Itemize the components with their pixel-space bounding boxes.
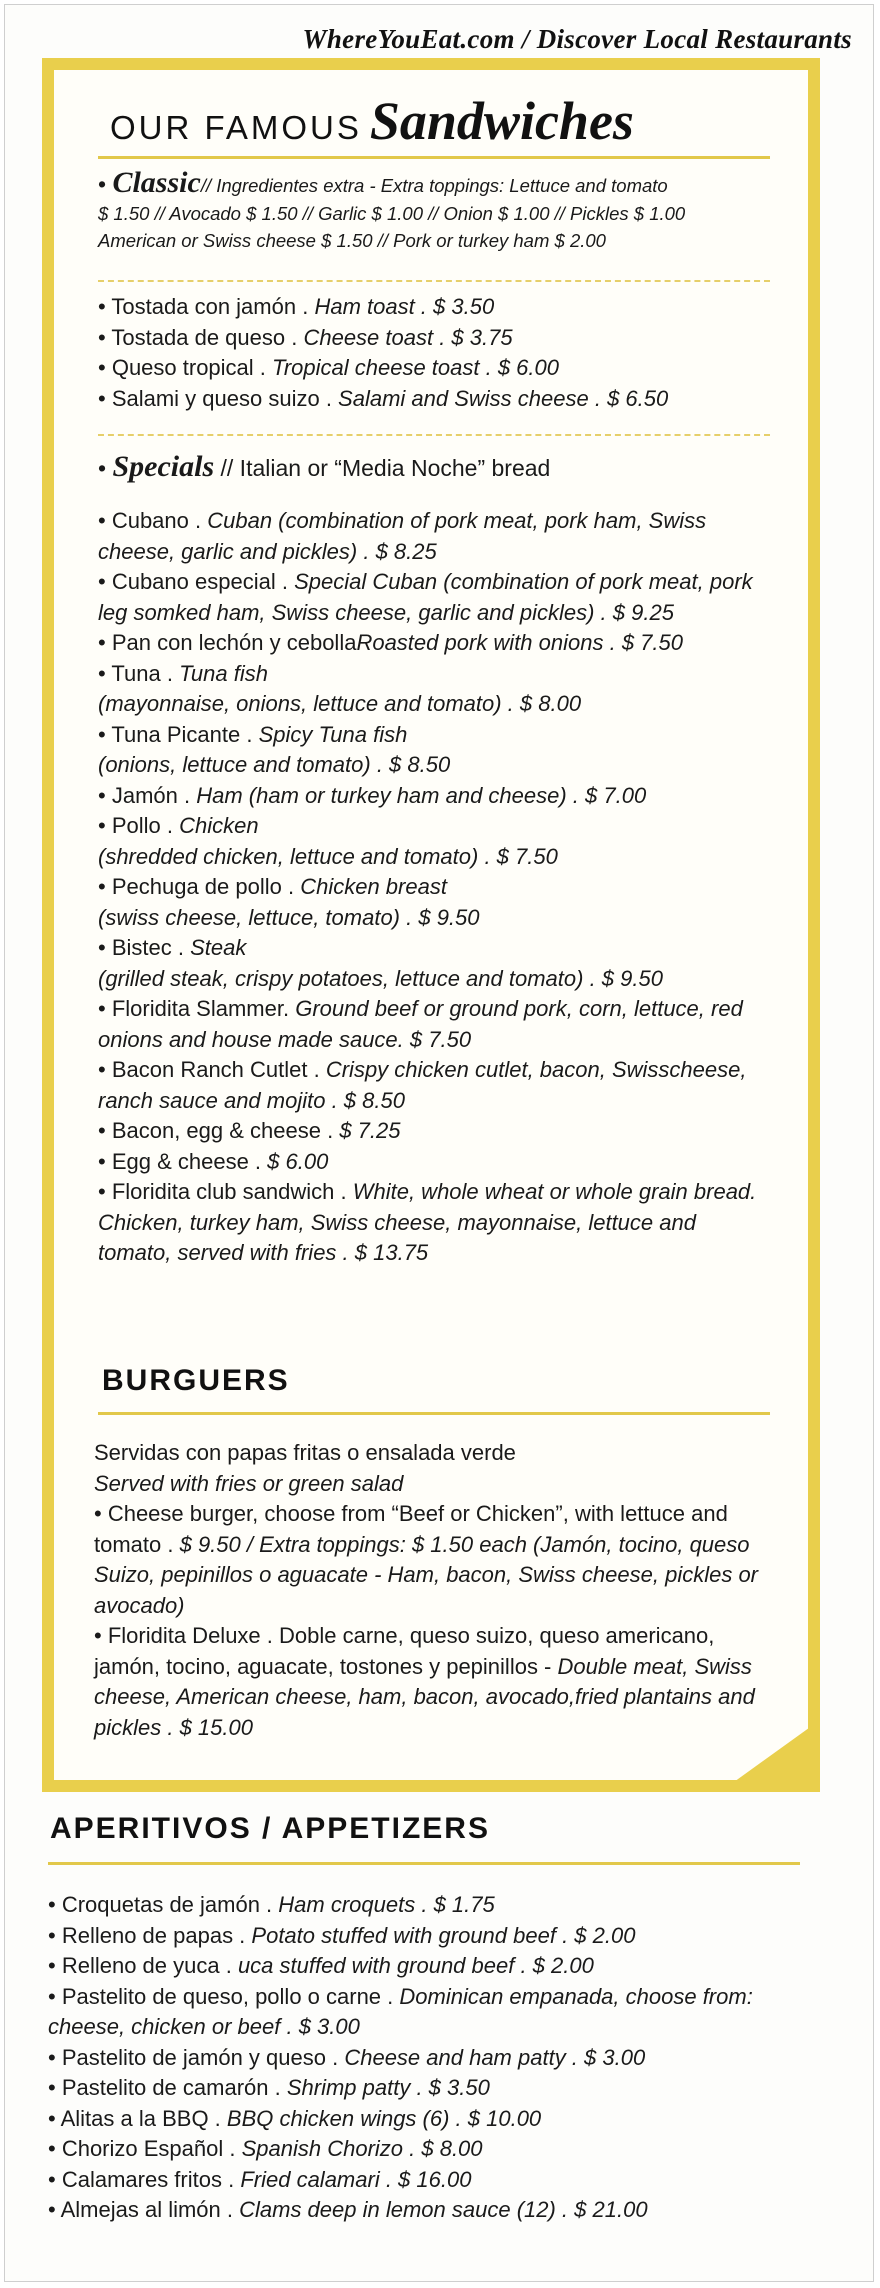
- item-description: (shredded chicken, lettuce and tomato) . $ 7.50: [98, 843, 558, 869]
- classic-section: • Classic// Ingredientes extra - Extra toppings: Lettuce and tomato $ 1.50 // Avocado $ 1.50 // Garlic $ 1.00 // Onion $ 1.00 // Pickles $ 1.00 American or Swiss cheese $ 1.50 // Pork or turkey ham $ 2.00: [98, 168, 788, 254]
- menu-item: [98, 842, 768, 873]
- item-description: Ham croquets . $ 1.75: [272, 1892, 495, 1917]
- item-name: Alitas a la BBQ .: [60, 2105, 221, 2131]
- item-description: (mayonnaise, onions, lettuce and tomato) . $ 8.00: [98, 691, 582, 716]
- item-description: $ 7.25: [333, 1118, 401, 1143]
- classic-note-2: $ 1.50 // Avocado $ 1.50 // Garlic $ 1.00 // Onion $ 1.00 // Pickles $ 1.00: [98, 202, 686, 224]
- classic-note-1: // Ingredientes extra - Extra toppings: Lettuce and tomato: [200, 175, 668, 196]
- item-name: Tostada de queso .: [111, 324, 298, 350]
- item-description: BBQ chicken wings (6) . $ 10.00: [220, 2105, 542, 2131]
- burgers-section: [94, 1438, 774, 1743]
- item-description: Shrimp patty . $ 3.50: [280, 2075, 490, 2100]
- item-description: White, whole wheat or whole grain bread. Chicken, turkey ham, Swiss cheese, mayonnaise, lettuce and tomato, served with fries . $ 13.75: [98, 1179, 757, 1265]
- item-name: Chorizo Español .: [61, 2136, 236, 2161]
- sandwiches-title: [110, 90, 634, 152]
- item-description: $ 9.50 / Extra toppings: $ 1.50 each (Jamón, tocino, queso Suizo, pepinillos o aguacate - Ham, bacon, Swiss cheese, pickles or avocado): [94, 1531, 759, 1618]
- item-description: $ 6.00: [261, 1148, 329, 1174]
- burgers-underline: [98, 1412, 770, 1415]
- menu-item: • Floridita club sandwich . White, whole wheat or whole grain bread. Chicken, turkey ham, Swiss cheese, mayonnaise, lettuce and tomato, served with fries . $ 13.75: [98, 1179, 757, 1265]
- sandwiches-title-prefix: OUR FAMOUS: [110, 109, 362, 146]
- item-description: (onions, lettuce and tomato) . $ 8.50: [98, 752, 451, 777]
- item-name: Queso tropical .: [111, 355, 266, 380]
- menu-item: • Egg & cheese . $ 6.00: [98, 1148, 329, 1174]
- classic-label: Classic: [112, 166, 201, 199]
- menu-item: • Floridita Slammer. Ground beef or ground pork, corn, lettuce, red onions and house made sauce. $ 7.50: [98, 996, 743, 1052]
- item-plain-desc: Doble carne, queso suizo, queso americano, jamón, tocino, aguacate, tostones y pepinillos -: [94, 1623, 715, 1679]
- item-description: Crispy chicken cutlet, bacon, Swisscheese, ranch sauce and mojito . $ 8.50: [98, 1057, 747, 1113]
- menu-item: [98, 964, 768, 995]
- menu-item: [98, 903, 768, 934]
- item-description: Chicken breast: [294, 874, 447, 899]
- item-name: Salami y queso suizo .: [111, 385, 332, 411]
- item-description: Ham (ham or turkey ham and cheese) . $ 7.00: [190, 782, 647, 808]
- item-name: Cubano especial .: [111, 569, 288, 594]
- menu-item: • Jamón . Ham (ham or turkey ham and cheese) . $ 7.00: [98, 782, 647, 808]
- menu-item: • Croquetas de jamón . Ham croquets . $ 1.75: [48, 1892, 495, 1917]
- menu-item: • Bacon, egg & cheese . $ 7.25: [98, 1118, 401, 1143]
- item-name: Floridita Deluxe .: [107, 1623, 273, 1648]
- menu-item: • Alitas a la BBQ . BBQ chicken wings (6) . $ 10.00: [48, 2105, 542, 2131]
- menu-item: • Pastelito de camarón . Shrimp patty . $ 3.50: [48, 2075, 490, 2100]
- menu-item: • Pollo . Chicken: [98, 813, 259, 838]
- item-description: Roasted pork with onions . $ 7.50: [356, 630, 683, 655]
- specials-label: Specials: [112, 450, 215, 483]
- menu-item: • Relleno de papas . Potato stuffed with ground beef . $ 2.00: [48, 1922, 636, 1948]
- item-name: Bacon Ranch Cutlet .: [111, 1057, 320, 1082]
- item-name: Pastelito de camarón .: [61, 2075, 281, 2100]
- menu-item: • Pan con lechón y cebollaRoasted pork with onions . $ 7.50: [98, 630, 683, 655]
- menu-item: • Relleno de yuca . uca stuffed with ground beef . $ 2.00: [48, 1953, 594, 1978]
- menu-item: [98, 750, 768, 781]
- menu-item: [98, 689, 768, 720]
- item-description: uca stuffed with ground beef . $ 2.00: [231, 1953, 594, 1978]
- menu-item: • Floridita Deluxe . Doble carne, queso suizo, queso americano, jamón, tocino, aguacate, tostones y pepinillos - Double meat, Swiss cheese, American cheese, ham, bacon, avocado,fried plantains and pickles . $ 15.00: [94, 1623, 755, 1740]
- menu-item: • Cubano . Cuban (combination of pork meat, pork ham, Swiss cheese, garlic and pickles) . $ 8.25: [98, 508, 707, 564]
- item-description: Dominican empanada, choose from: cheese, chicken or beef . $ 3.00: [48, 1983, 753, 2039]
- appetizers-items: [48, 1890, 808, 2226]
- menu-item: • Pastelito de queso, pollo o carne . Dominican empanada, choose from: cheese, chicken or beef . $ 3.00: [48, 1983, 753, 2039]
- menu-item: • Bistec . Steak: [98, 935, 247, 960]
- menu-item: • Tostada con jamón . Ham toast . $ 3.50: [98, 294, 495, 319]
- menu-item: • Tuna . Tuna fish: [98, 660, 268, 686]
- menu-item: • Cubano especial . Special Cuban (combination of pork meat, pork leg somked ham, Swiss cheese, garlic and pickles) . $ 9.25: [98, 569, 753, 625]
- item-description: Ground beef or ground pork, corn, lettuce, red onions and house made sauce. $ 7.50: [98, 996, 743, 1052]
- item-name: Pollo .: [111, 813, 173, 838]
- specials-note: // Italian or “Media Noche” bread: [220, 455, 551, 481]
- item-description: Tropical cheese toast . $ 6.00: [265, 355, 559, 380]
- item-name: Floridita club sandwich .: [111, 1179, 347, 1204]
- item-name: Croquetas de jamón .: [61, 1892, 273, 1917]
- item-description: Cheese toast . $ 3.75: [297, 324, 513, 350]
- menu-item: • Salami y queso suizo . Salami and Swiss cheese . $ 6.50: [98, 385, 669, 411]
- item-name: Tuna Picante .: [111, 721, 253, 747]
- menu-item: • Pastelito de jamón y queso . Cheese and ham patty . $ 3.00: [48, 2044, 646, 2070]
- item-name: Tuna .: [111, 660, 173, 686]
- item-name: Floridita Slammer.: [111, 996, 290, 1021]
- item-name: Pastelito de queso, pollo o carne .: [61, 1983, 394, 2009]
- menu-item: • Chorizo Español . Spanish Chorizo . $ 8.00: [48, 2136, 483, 2161]
- item-name: Tostada con jamón .: [111, 294, 309, 319]
- menu-item: • Cheese burger, choose from “Beef or Chicken”, with lettuce and tomato . $ 9.50 / Extra toppings: $ 1.50 each (Jamón, tocino, queso Suizo, pepinillos o aguacate - Ham, bacon, Swiss cheese, pickles or avocado): [94, 1501, 759, 1618]
- menu-item: • Pechuga de pollo . Chicken breast: [98, 874, 447, 899]
- item-description: Potato stuffed with ground beef . $ 2.00: [245, 1922, 636, 1948]
- item-description: Spanish Chorizo . $ 8.00: [235, 2136, 483, 2161]
- specials-section: • Specials // Italian or “Media Noche” bread: [98, 450, 551, 483]
- item-name: Bistec .: [111, 935, 184, 960]
- divider-dashed: [98, 434, 770, 436]
- item-name: Pechuga de pollo .: [111, 874, 295, 899]
- burgers-intro-en: Served with fries or green salad: [94, 1470, 404, 1496]
- sandwiches-title-script: Sandwiches: [369, 91, 634, 151]
- menu-item: • Almejas al limón . Clams deep in lemon sauce (12) . $ 21.00: [48, 2197, 648, 2222]
- item-name: Bacon, egg & cheese .: [111, 1118, 334, 1143]
- item-description: (swiss cheese, lettuce, tomato) . $ 9.50: [98, 904, 480, 930]
- menu-item: • Tostada de queso . Cheese toast . $ 3.75: [98, 324, 513, 350]
- classic-items: [98, 292, 788, 414]
- item-description: Cheese and ham patty . $ 3.00: [338, 2044, 646, 2070]
- title-underline: [98, 156, 770, 159]
- classic-note-3: American or Swiss cheese $ 1.50 // Pork or turkey ham $ 2.00: [98, 229, 606, 251]
- site-header: WhereYouEat.com / Discover Local Restaurants: [302, 24, 852, 54]
- menu-item: • Queso tropical . Tropical cheese toast . $ 6.00: [98, 355, 559, 380]
- item-description: Chicken: [172, 813, 259, 838]
- item-description: Fried calamari . $ 16.00: [234, 2166, 472, 2192]
- item-description: (grilled steak, crispy potatoes, lettuce and tomato) . $ 9.50: [98, 965, 663, 991]
- item-name: Cheese burger, choose from “Beef or Chicken”, with lettuce and tomato .: [94, 1501, 728, 1557]
- item-name: Almejas al limón .: [60, 2197, 233, 2222]
- specials-items: [98, 506, 768, 1269]
- menu-item: • Calamares fritos . Fried calamari . $ 16.00: [48, 2166, 472, 2192]
- item-name: Relleno de yuca .: [61, 1953, 232, 1978]
- burgers-intro-es: Servidas con papas fritas o ensalada verde: [94, 1440, 516, 1465]
- item-description: Salami and Swiss cheese . $ 6.50: [331, 385, 669, 411]
- divider-dashed: [98, 280, 770, 282]
- item-name: Relleno de papas .: [61, 1922, 246, 1948]
- appetizers-title: APERITIVOS / APPETIZERS: [50, 1812, 490, 1845]
- item-name: Jamón .: [111, 782, 191, 808]
- item-name: Cubano .: [111, 508, 202, 533]
- item-description: Special Cuban (combination of pork meat, pork leg somked ham, Swiss cheese, garlic and pickles) . $ 9.25: [98, 569, 753, 625]
- item-name: Pan con lechón y cebolla: [111, 630, 357, 655]
- menu-item: • Tuna Picante . Spicy Tuna fish: [98, 721, 408, 747]
- appetizers-underline: [48, 1862, 800, 1865]
- item-description: Tuna fish: [172, 660, 268, 686]
- item-description: Ham toast . $ 3.50: [308, 294, 495, 319]
- menu-item: • Bacon Ranch Cutlet . Crispy chicken cutlet, bacon, Swisscheese, ranch sauce and mojito . $ 8.50: [98, 1057, 747, 1113]
- item-description: Cuban (combination of pork meat, pork ham, Swiss cheese, garlic and pickles) . $ 8.25: [98, 508, 707, 564]
- item-name: Egg & cheese .: [111, 1148, 262, 1174]
- item-description: Double meat, Swiss cheese, American cheese, ham, bacon, avocado,fried plantains and pickles . $ 15.00: [94, 1653, 755, 1740]
- burgers-title: BURGUERS: [102, 1364, 290, 1397]
- item-name: Calamares fritos .: [61, 2166, 235, 2192]
- item-name: Pastelito de jamón y queso .: [61, 2044, 339, 2070]
- item-description: Spicy Tuna fish: [252, 721, 408, 747]
- item-description: Steak: [183, 935, 247, 960]
- item-description: Clams deep in lemon sauce (12) . $ 21.00: [233, 2197, 648, 2222]
